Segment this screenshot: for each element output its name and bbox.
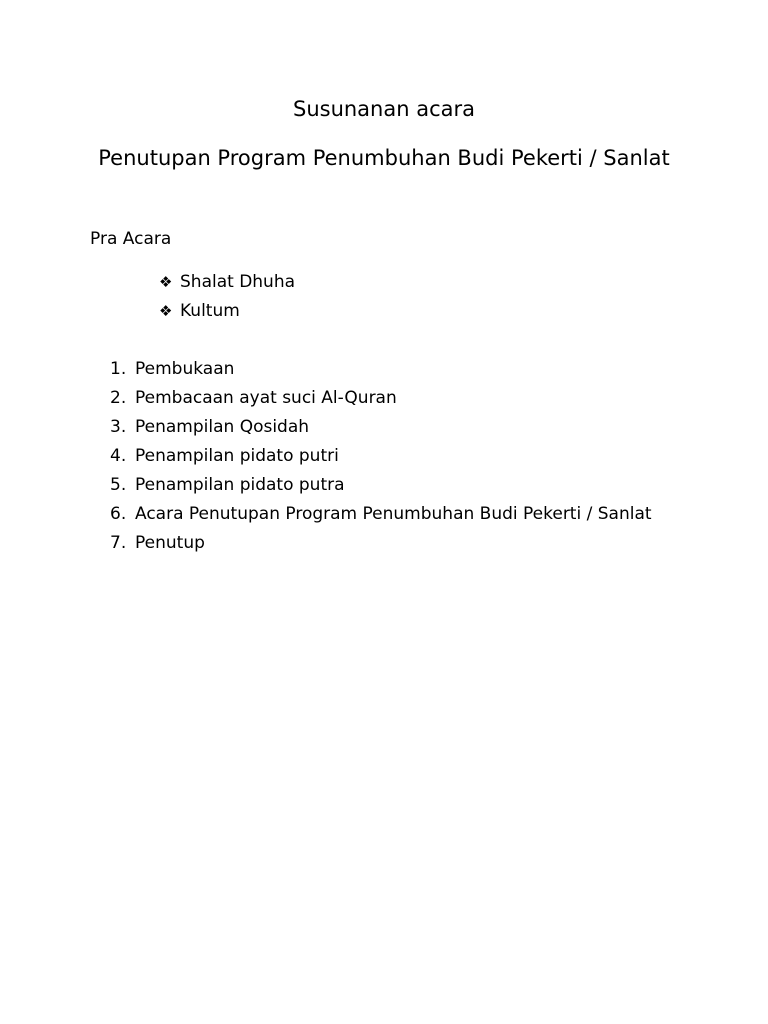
list-item-text: Kultum <box>180 301 240 321</box>
list-number: 4. <box>110 446 127 466</box>
list-item-text: Penampilan pidato putri <box>135 446 339 466</box>
list-number: 3. <box>110 417 127 437</box>
list-item <box>110 529 652 558</box>
document-subtitle: Penutupan Program Penumbuhan Budi Pekerti / Sanlat <box>98 146 670 170</box>
list-item <box>110 355 652 384</box>
diamond-bullet-icon: ❖ <box>159 302 173 320</box>
list-item <box>110 471 652 500</box>
list-item <box>110 384 652 413</box>
list-item-text: Penutup <box>135 533 205 553</box>
list-item-text: Penampilan Qosidah <box>135 417 310 437</box>
list-item <box>159 297 295 326</box>
list-number: 5. <box>110 475 127 495</box>
list-item-text: Shalat Dhuha <box>180 272 296 292</box>
list-item <box>110 413 652 442</box>
program-list <box>110 355 652 558</box>
pre-event-heading: Pra Acara <box>90 229 172 249</box>
list-item <box>159 268 295 297</box>
list-item-text: Penampilan pidato putra <box>135 475 345 495</box>
diamond-bullet-icon: ❖ <box>159 273 173 291</box>
list-item <box>110 500 652 529</box>
list-item-text: Pembukaan <box>135 359 235 379</box>
list-item-text: Pembacaan ayat suci Al-Quran <box>135 388 397 408</box>
document-title: Susunanan acara <box>292 97 476 121</box>
list-number: 7. <box>110 533 127 553</box>
list-item <box>110 442 652 471</box>
list-item-text: Acara Penutupan Program Penumbuhan Budi Pekerti / Sanlat <box>135 504 652 524</box>
pre-event-list <box>159 268 295 326</box>
list-number: 1. <box>110 359 127 379</box>
list-number: 6. <box>110 504 127 524</box>
list-number: 2. <box>110 388 127 408</box>
